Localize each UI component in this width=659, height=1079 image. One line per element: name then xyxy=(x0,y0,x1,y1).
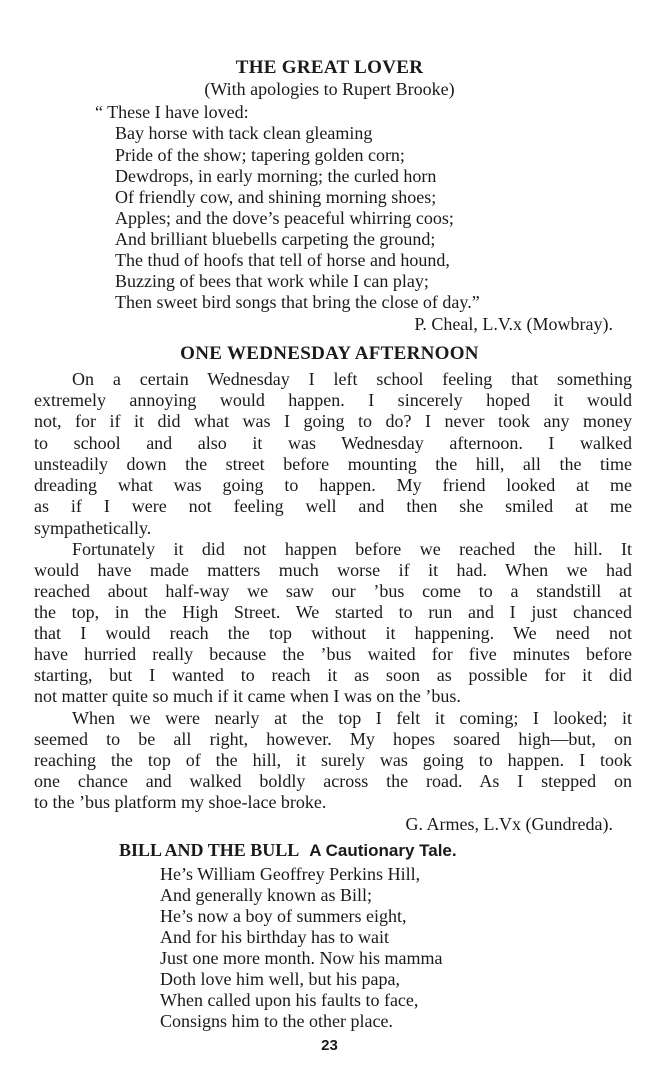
poem-line: Doth love him well, but his papa, xyxy=(160,969,400,989)
poem-line: Consigns him to the other place. xyxy=(160,1011,393,1031)
story-line: not matter quite so much if it came when I was on the ’bus. xyxy=(34,686,461,706)
poem-line: Of friendly cow, and shining morning shoes; xyxy=(115,187,437,207)
poem-line: The thud of hoofs that tell of horse and hound, xyxy=(115,250,450,270)
poem-line: Buzzing of bees that work while I can play; xyxy=(115,271,429,291)
story-line: Fortunately it did not happen before we reached the hill. It xyxy=(72,539,632,559)
story-line: to school and also it was Wednesday afternoon. I walked xyxy=(34,433,632,453)
poem-line: And for his birthday has to wait xyxy=(160,927,389,947)
story-line: reached about half-way we saw our ’bus come to a standstill at xyxy=(34,581,632,601)
story-line: one chance and walked boldly across the road. As I stepped on xyxy=(34,771,632,791)
story-line: seemed to be all right, however. My hopes soared high—but, on xyxy=(34,729,632,749)
story-line: starting, but I wanted to reach it as soon as possible for it did xyxy=(34,665,632,685)
story-line: When we were nearly at the top I felt it coming; I looked; it xyxy=(72,708,632,728)
story-line: reaching the top of the hill, it surely was going to happen. I took xyxy=(34,750,632,770)
page-number: 23 xyxy=(321,1037,338,1054)
story-line: to the ’bus platform my shoe-lace broke. xyxy=(34,792,327,812)
poem-line: And brilliant bluebells carpeting the ground; xyxy=(115,229,436,249)
story-line: that I would reach the top without it happening. We need not xyxy=(34,623,632,643)
story-line: have hurried really because the ’bus waited for five minutes before xyxy=(34,644,632,664)
poem-line: Then sweet bird songs that bring the close of day.” xyxy=(115,292,480,312)
poem-line: He’s now a boy of summers eight, xyxy=(160,906,407,926)
poem-line: Apples; and the dove’s peaceful whirring coos; xyxy=(115,208,454,228)
signature-armes: G. Armes, L.Vx (Gundreda). xyxy=(405,814,613,834)
story-line: dreading what was going to happen. My friend looked at me xyxy=(34,475,632,495)
poem-line: Pride of the show; tapering golden corn; xyxy=(115,145,405,165)
poem-title-bill-and-the-bull xyxy=(119,840,457,861)
poem-title-great-lover: THE GREAT LOVER xyxy=(235,57,424,78)
poem-tagline: A Cautionary Tale. xyxy=(309,841,457,860)
story-line: extremely annoying would happen. I sincerely hoped it would xyxy=(34,390,632,410)
poem-line: When called upon his faults to face, xyxy=(160,990,419,1010)
story-line: not, for if it did what was I going to do? I never took any money xyxy=(34,411,632,431)
story-line: sympathetically. xyxy=(34,518,152,538)
poem-line: Dewdrops, in early morning; the curled horn xyxy=(115,166,437,186)
story-line: the top, in the High Street. We started to run and I just chanced xyxy=(34,602,632,622)
poem-line: And generally known as Bill; xyxy=(160,885,372,905)
poem-title-text: BILL AND THE BULL xyxy=(119,840,300,860)
story-line: as if I were not feeling well and then she smiled at me xyxy=(34,496,632,516)
poem-subtitle: (With apologies to Rupert Brooke) xyxy=(204,79,455,99)
story-line: unsteadily down the street before mounting the hill, all the time xyxy=(34,454,632,474)
poem-line: Bay horse with tack clean gleaming xyxy=(115,123,373,143)
poem-line: Just one more month. Now his mamma xyxy=(160,948,443,968)
story-title: ONE WEDNESDAY AFTERNOON xyxy=(180,343,479,364)
signature-cheal: P. Cheal, L.V.x (Mowbray). xyxy=(414,314,613,334)
story-line: would have made matters much worse if it had. When we had xyxy=(34,560,632,580)
poem-line: He’s William Geoffrey Perkins Hill, xyxy=(160,864,421,884)
poem-line: “ These I have loved: xyxy=(95,102,249,122)
story-line: On a certain Wednesday I left school feeling that something xyxy=(72,369,632,389)
